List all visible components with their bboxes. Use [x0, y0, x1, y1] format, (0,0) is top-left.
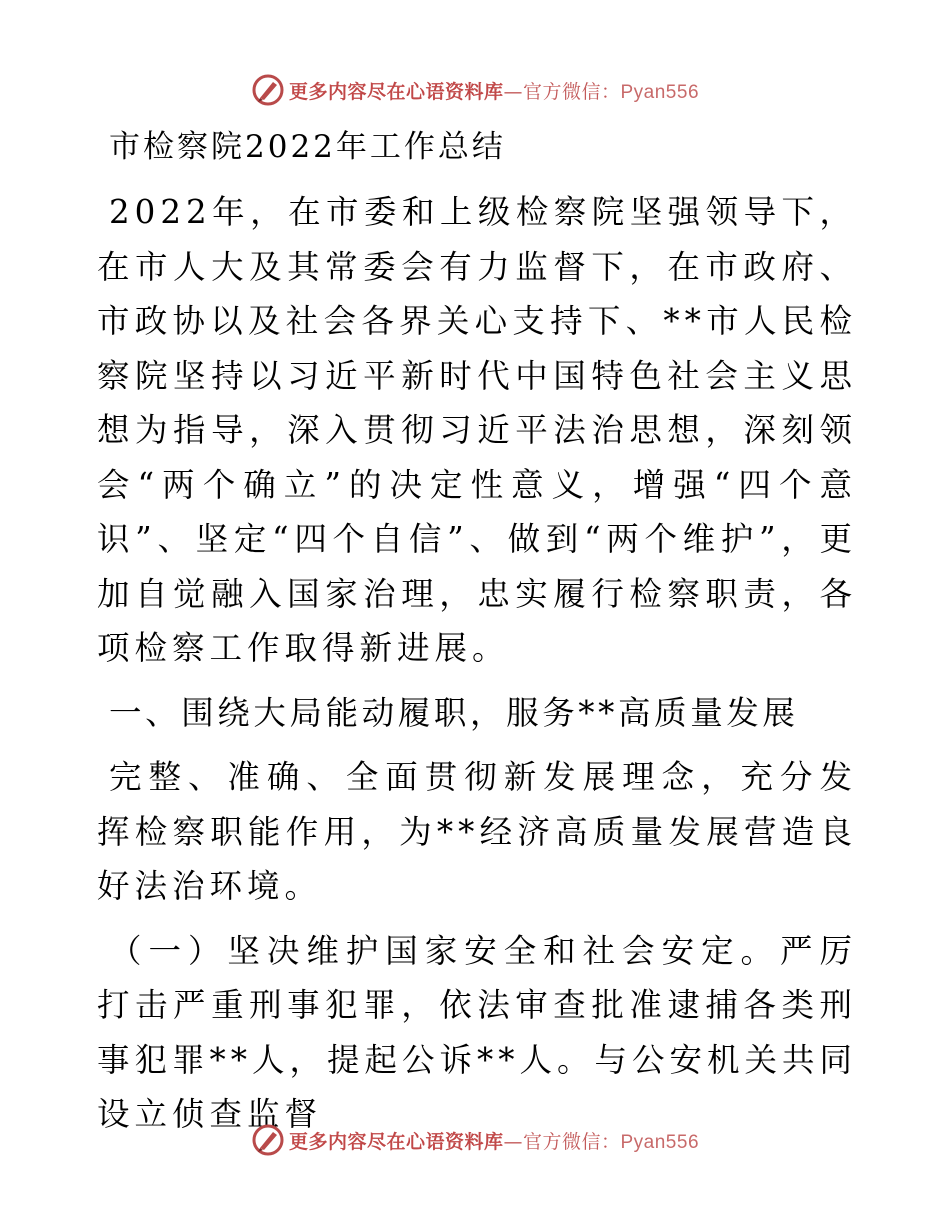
subsection-paragraph-1: （一）坚决维护国家安全和社会安定。严厉打击严重刑事犯罪，依法审查批准逮捕各类刑事犯罪**人，提起公诉**人。与公安机关共同设立侦查监督	[97, 931, 858, 1133]
intro-paragraph: 2022年，在市委和上级检察院坚强领导下，在市人大及其常委会有力监督下，在市政府、市政协以及社会各界关心支持下、**市人民检察院坚持以习近平新时代中国特色社会主义思想为指导，深入贯彻习近平法治思想，深刻领会“两个确立”的决定性意义，增强“四个意识”、坚定“四个自信”、做到“两个维护”，更加自觉融入国家治理，忠实履行检察职责，各项检察工作取得新进展。	[97, 193, 857, 667]
watermark-banner-top	[0, 68, 950, 112]
quill-pen-logo-icon	[251, 73, 285, 107]
quill-pen-logo-icon	[251, 1123, 285, 1157]
section-heading-1: 一、围绕大局能动履职，服务**高质量发展	[109, 693, 799, 732]
section-paragraph-1: 完整、准确、全面贯彻新发展理念，充分发挥检察职能作用，为**经济高质量发展营造良好法治环境。	[97, 758, 857, 905]
watermark-text: 更多内容尽在心语资料库—官方微信：Pyan556	[288, 80, 700, 103]
document-body	[97, 118, 857, 1152]
watermark-text: 更多内容尽在心语资料库—官方微信：Pyan556	[288, 1130, 700, 1153]
document-title: 市检察院2022年工作总结	[109, 129, 506, 165]
watermark-banner-bottom	[0, 1118, 950, 1162]
